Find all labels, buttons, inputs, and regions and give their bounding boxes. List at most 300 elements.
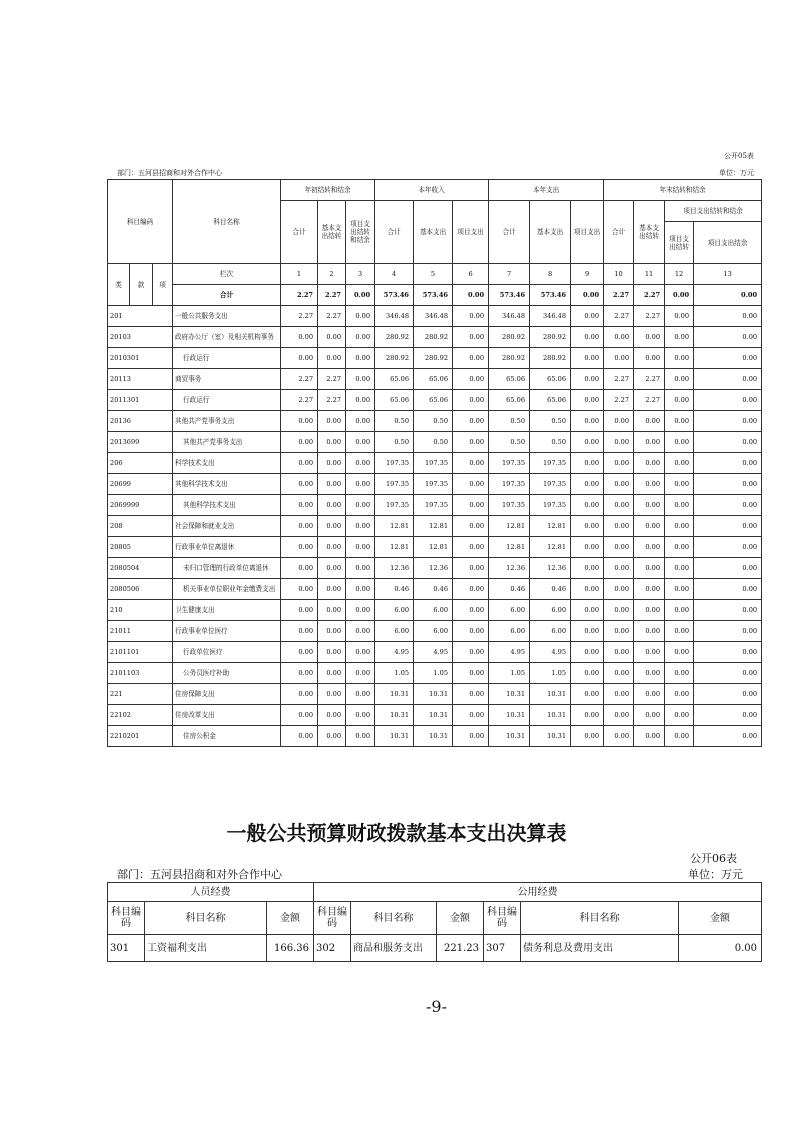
value-cell: 6.00 <box>375 600 414 621</box>
total-label: 合计 <box>173 285 281 306</box>
value-cell: 0.00 <box>694 306 762 327</box>
value-cell: 0.00 <box>453 705 489 726</box>
subject-name-cell: 公务员医疗补助 <box>173 663 281 684</box>
subject-name-cell: 未归口管理的行政单位离退休 <box>173 558 281 579</box>
subject-code-cell: 206 <box>108 453 173 474</box>
col-name-header: 科目名称 <box>145 902 267 935</box>
value-cell: 0.00 <box>318 705 346 726</box>
value-cell: 0.00 <box>571 663 604 684</box>
value-cell: 0.00 <box>604 516 634 537</box>
value-cell: 0.00 <box>281 600 318 621</box>
value-cell: 0.00 <box>634 474 665 495</box>
value-cell: 0.50 <box>414 411 453 432</box>
value-cell: 0.00 <box>665 579 694 600</box>
subject-code-cell: 221 <box>108 684 173 705</box>
value-cell: 2.27 <box>634 306 665 327</box>
subject-name-cell: 机关事业单位职业年金缴费支出 <box>173 579 281 600</box>
value-cell: 0.00 <box>571 306 604 327</box>
value-cell: 346.48 <box>375 306 414 327</box>
table-row <box>108 684 762 705</box>
table-row <box>108 432 762 453</box>
value-cell: 0.00 <box>318 327 346 348</box>
value-cell: 0.00 <box>571 348 604 369</box>
header-basic-carry: 基本支出结转 <box>634 201 665 264</box>
col-code-header: 科目编码 <box>314 902 351 935</box>
value-cell: 0.46 <box>375 579 414 600</box>
value-cell: 12.81 <box>530 516 571 537</box>
header-opening-balance: 年初结转和结余 <box>281 180 375 201</box>
header-project: 项目支出 <box>571 201 604 264</box>
value-cell: 6.00 <box>489 600 530 621</box>
value-cell: 0.00 <box>694 474 762 495</box>
value-cell: 0.00 <box>665 642 694 663</box>
subject-code-cell: 210 <box>108 600 173 621</box>
table-row <box>108 516 762 537</box>
value-cell: 0.00 <box>281 558 318 579</box>
value-cell: 0.00 <box>281 705 318 726</box>
value-cell: 65.06 <box>414 369 453 390</box>
value-cell: 0.00 <box>281 537 318 558</box>
value-cell: 0.00 <box>453 432 489 453</box>
value-cell: 0.00 <box>694 663 762 684</box>
value-cell: 0.00 <box>634 348 665 369</box>
subject-code-cell: 2101101 <box>108 642 173 663</box>
value-cell: 0.00 <box>694 495 762 516</box>
total-cell: 573.46 <box>414 285 453 306</box>
value-cell: 0.00 <box>665 516 694 537</box>
value-cell: 0.00 <box>571 432 604 453</box>
value-cell: 0.00 <box>634 600 665 621</box>
value-cell: 0.00 <box>318 495 346 516</box>
col-amount-header: 金额 <box>267 902 314 935</box>
value-cell: 0.00 <box>604 537 634 558</box>
value-cell: 10.31 <box>530 726 571 747</box>
value-cell: 6.00 <box>530 600 571 621</box>
value-cell: 12.36 <box>489 558 530 579</box>
value-cell: 0.00 <box>453 390 489 411</box>
value-cell: 197.35 <box>375 474 414 495</box>
value-cell: 0.00 <box>346 600 375 621</box>
amount-cell: 221.23 <box>437 935 484 962</box>
value-cell: 0.00 <box>694 579 762 600</box>
value-cell: 280.92 <box>489 348 530 369</box>
value-cell: 0.00 <box>281 516 318 537</box>
value-cell: 346.48 <box>530 306 571 327</box>
value-cell: 0.00 <box>281 579 318 600</box>
value-cell: 0.00 <box>453 537 489 558</box>
value-cell: 0.00 <box>453 369 489 390</box>
value-cell: 0.00 <box>318 600 346 621</box>
subject-name-cell: 行政单位医疗 <box>173 642 281 663</box>
table-row <box>108 306 762 327</box>
value-cell: 0.00 <box>571 327 604 348</box>
value-cell: 10.31 <box>414 726 453 747</box>
value-cell: 0.00 <box>604 432 634 453</box>
value-cell: 10.31 <box>414 684 453 705</box>
value-cell: 0.00 <box>346 327 375 348</box>
value-cell: 0.00 <box>634 642 665 663</box>
value-cell: 0.50 <box>489 411 530 432</box>
value-cell: 0.50 <box>530 432 571 453</box>
total-cell: 0.00 <box>665 285 694 306</box>
table05-unit: 单位：万元 <box>719 169 754 177</box>
value-cell: 1.05 <box>414 663 453 684</box>
value-cell: 0.00 <box>453 348 489 369</box>
subject-code-cell: 201 <box>108 306 173 327</box>
value-cell: 2.27 <box>634 369 665 390</box>
value-cell: 0.00 <box>665 474 694 495</box>
public-header: 公用经费 <box>314 883 762 902</box>
subject-name-cell: 科学技术支出 <box>173 453 281 474</box>
col-number: 13 <box>694 264 762 285</box>
value-cell: 0.00 <box>346 726 375 747</box>
value-cell: 0.00 <box>453 558 489 579</box>
value-cell: 0.00 <box>346 495 375 516</box>
header-basic: 基本支出 <box>530 201 571 264</box>
value-cell: 0.00 <box>281 327 318 348</box>
value-cell: 0.00 <box>571 600 604 621</box>
subject-code-cell: 20805 <box>108 537 173 558</box>
value-cell: 0.46 <box>530 579 571 600</box>
value-cell: 0.50 <box>375 432 414 453</box>
subject-code-cell: 2101103 <box>108 663 173 684</box>
value-cell: 2.27 <box>281 390 318 411</box>
value-cell: 0.00 <box>346 306 375 327</box>
table05-code: 公开05表 <box>724 152 754 160</box>
header-basic: 基本支出 <box>414 201 453 264</box>
table06-title: 一般公共预算财政拨款基本支出决算表 <box>226 821 567 845</box>
value-cell: 0.00 <box>604 705 634 726</box>
value-cell: 4.95 <box>530 642 571 663</box>
value-cell: 6.00 <box>530 621 571 642</box>
value-cell: 65.06 <box>489 369 530 390</box>
value-cell: 4.95 <box>414 642 453 663</box>
value-cell: 0.00 <box>453 600 489 621</box>
value-cell: 0.00 <box>346 621 375 642</box>
value-cell: 0.00 <box>318 579 346 600</box>
total-cell: 0.00 <box>346 285 375 306</box>
code-cell: 301 <box>108 935 145 962</box>
col-number: 12 <box>665 264 694 285</box>
value-cell: 197.35 <box>530 474 571 495</box>
value-cell: 0.00 <box>604 474 634 495</box>
value-cell: 280.92 <box>530 348 571 369</box>
value-cell: 0.00 <box>571 558 604 579</box>
value-cell: 0.00 <box>281 348 318 369</box>
total-cell: 2.27 <box>281 285 318 306</box>
value-cell: 0.00 <box>634 411 665 432</box>
value-cell: 0.00 <box>346 432 375 453</box>
subject-name-cell: 行政运行 <box>173 390 281 411</box>
value-cell: 1.05 <box>530 663 571 684</box>
code-cell: 302 <box>314 935 351 962</box>
value-cell: 0.00 <box>346 348 375 369</box>
value-cell: 10.31 <box>530 705 571 726</box>
col-number: 2 <box>318 264 346 285</box>
subject-name-cell: 住房改革支出 <box>173 705 281 726</box>
value-cell: 0.00 <box>634 663 665 684</box>
value-cell: 280.92 <box>530 327 571 348</box>
col-number: 3 <box>346 264 375 285</box>
value-cell: 0.50 <box>414 432 453 453</box>
value-cell: 10.31 <box>375 705 414 726</box>
value-cell: 0.00 <box>665 663 694 684</box>
value-cell: 0.00 <box>346 684 375 705</box>
table06 <box>107 882 762 962</box>
value-cell: 0.00 <box>453 621 489 642</box>
col-amount-header: 金额 <box>437 902 484 935</box>
value-cell: 10.31 <box>489 684 530 705</box>
value-cell: 0.00 <box>318 642 346 663</box>
col-number: 9 <box>571 264 604 285</box>
value-cell: 10.31 <box>375 684 414 705</box>
value-cell: 0.00 <box>694 369 762 390</box>
header-project-balance: 项目支出结余 <box>694 222 762 264</box>
total-cell: 0.00 <box>453 285 489 306</box>
value-cell: 0.00 <box>281 411 318 432</box>
col-number: 10 <box>604 264 634 285</box>
value-cell: 197.35 <box>530 453 571 474</box>
value-cell: 0.00 <box>665 537 694 558</box>
value-cell: 280.92 <box>489 327 530 348</box>
value-cell: 0.00 <box>634 327 665 348</box>
name-cell: 工资福利支出 <box>145 935 267 962</box>
value-cell: 0.00 <box>453 474 489 495</box>
value-cell: 0.00 <box>665 705 694 726</box>
header-project-carry-balance: 项目支出结转和结余 <box>665 201 762 222</box>
table06-code: 公开06表 <box>690 852 737 865</box>
value-cell: 0.00 <box>346 369 375 390</box>
header-total: 合计 <box>604 201 634 264</box>
subject-code-cell: 20136 <box>108 411 173 432</box>
subject-code-cell: 2010301 <box>108 348 173 369</box>
value-cell: 0.46 <box>414 579 453 600</box>
value-cell: 65.06 <box>530 369 571 390</box>
col-number: 6 <box>453 264 489 285</box>
value-cell: 12.81 <box>489 516 530 537</box>
value-cell: 65.06 <box>375 369 414 390</box>
header-expenditure: 本年支出 <box>489 180 604 201</box>
value-cell: 10.31 <box>489 726 530 747</box>
value-cell: 0.00 <box>318 348 346 369</box>
value-cell: 12.81 <box>375 537 414 558</box>
value-cell: 65.06 <box>530 390 571 411</box>
value-cell: 0.00 <box>665 327 694 348</box>
value-cell: 0.00 <box>665 495 694 516</box>
value-cell: 0.00 <box>346 516 375 537</box>
value-cell: 0.00 <box>281 726 318 747</box>
value-cell: 2.27 <box>634 390 665 411</box>
value-cell: 0.00 <box>318 537 346 558</box>
value-cell: 2.27 <box>604 306 634 327</box>
value-cell: 0.00 <box>604 726 634 747</box>
value-cell: 0.00 <box>604 621 634 642</box>
value-cell: 197.35 <box>414 495 453 516</box>
value-cell: 0.00 <box>634 579 665 600</box>
subject-name-cell: 其他共产党事务支出 <box>173 432 281 453</box>
value-cell: 0.00 <box>453 327 489 348</box>
value-cell: 2.27 <box>281 306 318 327</box>
name-cell: 债务利息及费用支出 <box>521 935 679 962</box>
value-cell: 0.00 <box>346 474 375 495</box>
total-cell: 0.00 <box>571 285 604 306</box>
value-cell: 0.00 <box>665 726 694 747</box>
value-cell: 0.00 <box>694 684 762 705</box>
value-cell: 0.00 <box>604 684 634 705</box>
col-number: 7 <box>489 264 530 285</box>
value-cell: 0.46 <box>489 579 530 600</box>
col-number: 1 <box>281 264 318 285</box>
value-cell: 0.00 <box>318 474 346 495</box>
value-cell: 0.00 <box>571 726 604 747</box>
value-cell: 197.35 <box>375 495 414 516</box>
col-number: 5 <box>414 264 453 285</box>
value-cell: 0.00 <box>571 642 604 663</box>
value-cell: 2.27 <box>318 390 346 411</box>
total-cell: 0.00 <box>694 285 762 306</box>
value-cell: 0.00 <box>281 474 318 495</box>
col-amount-header: 金额 <box>679 902 762 935</box>
value-cell: 12.81 <box>414 516 453 537</box>
subject-name-cell: 住房公积金 <box>173 726 281 747</box>
header-subject-code: 科目编码 <box>108 180 173 264</box>
header-lei: 类 <box>108 264 130 306</box>
col-number: 11 <box>634 264 665 285</box>
value-cell: 0.00 <box>694 558 762 579</box>
value-cell: 197.35 <box>414 453 453 474</box>
table-row <box>108 579 762 600</box>
value-cell: 0.00 <box>453 453 489 474</box>
value-cell: 197.35 <box>375 453 414 474</box>
value-cell: 280.92 <box>414 327 453 348</box>
value-cell: 0.00 <box>571 411 604 432</box>
personnel-header: 人员经费 <box>108 883 314 902</box>
total-cell: 573.46 <box>489 285 530 306</box>
value-cell: 10.31 <box>414 705 453 726</box>
name-cell: 商品和服务支出 <box>351 935 437 962</box>
value-cell: 0.00 <box>346 537 375 558</box>
value-cell: 6.00 <box>489 621 530 642</box>
value-cell: 0.00 <box>604 579 634 600</box>
table-row <box>108 474 762 495</box>
subject-code-cell: 2080506 <box>108 579 173 600</box>
value-cell: 6.00 <box>414 621 453 642</box>
value-cell: 0.00 <box>665 411 694 432</box>
table-row <box>108 621 762 642</box>
code-cell: 307 <box>484 935 521 962</box>
value-cell: 0.00 <box>453 516 489 537</box>
value-cell: 0.00 <box>318 621 346 642</box>
value-cell: 0.00 <box>346 642 375 663</box>
table-row <box>108 705 762 726</box>
subject-code-cell: 208 <box>108 516 173 537</box>
table06-row <box>108 935 762 962</box>
value-cell: 0.00 <box>634 495 665 516</box>
value-cell: 197.35 <box>489 474 530 495</box>
value-cell: 4.95 <box>375 642 414 663</box>
value-cell: 0.00 <box>571 495 604 516</box>
subject-name-cell: 社会保障和就业支出 <box>173 516 281 537</box>
value-cell: 12.81 <box>530 537 571 558</box>
value-cell: 0.00 <box>281 642 318 663</box>
value-cell: 0.00 <box>604 495 634 516</box>
header-project-carry: 项目支出结转 <box>665 222 694 264</box>
value-cell: 0.00 <box>453 495 489 516</box>
value-cell: 0.00 <box>571 453 604 474</box>
value-cell: 0.00 <box>453 684 489 705</box>
value-cell: 0.00 <box>571 705 604 726</box>
table-row <box>108 663 762 684</box>
value-cell: 0.00 <box>665 390 694 411</box>
value-cell: 0.00 <box>318 453 346 474</box>
header-total: 合计 <box>489 201 530 264</box>
value-cell: 0.00 <box>346 579 375 600</box>
subject-name-cell: 其他科学技术支出 <box>173 495 281 516</box>
value-cell: 2.27 <box>318 306 346 327</box>
value-cell: 65.06 <box>414 390 453 411</box>
value-cell: 0.00 <box>604 642 634 663</box>
value-cell: 0.00 <box>453 306 489 327</box>
value-cell: 0.00 <box>604 348 634 369</box>
table-row <box>108 369 762 390</box>
value-cell: 0.00 <box>571 579 604 600</box>
value-cell: 0.00 <box>453 663 489 684</box>
table-row <box>108 453 762 474</box>
table05 <box>107 179 762 747</box>
value-cell: 0.00 <box>281 453 318 474</box>
subject-code-cell: 2011301 <box>108 390 173 411</box>
value-cell: 280.92 <box>375 348 414 369</box>
value-cell: 0.00 <box>318 663 346 684</box>
value-cell: 197.35 <box>414 474 453 495</box>
value-cell: 0.00 <box>694 327 762 348</box>
value-cell: 0.00 <box>634 726 665 747</box>
value-cell: 0.00 <box>281 432 318 453</box>
value-cell: 12.36 <box>375 558 414 579</box>
total-cell: 573.46 <box>375 285 414 306</box>
subject-name-cell: 卫生健康支出 <box>173 600 281 621</box>
table-row <box>108 537 762 558</box>
value-cell: 0.00 <box>571 537 604 558</box>
value-cell: 197.35 <box>489 495 530 516</box>
subject-name-cell: 行政运行 <box>173 348 281 369</box>
value-cell: 197.35 <box>530 495 571 516</box>
amount-cell: 166.36 <box>267 935 314 962</box>
col-name-header: 科目名称 <box>351 902 437 935</box>
value-cell: 0.00 <box>694 516 762 537</box>
value-cell: 0.00 <box>453 726 489 747</box>
table06-unit: 单位：万元 <box>688 868 743 881</box>
table-row <box>108 495 762 516</box>
header-total: 合计 <box>375 201 414 264</box>
header-income: 本年收入 <box>375 180 489 201</box>
table-row <box>108 327 762 348</box>
total-row <box>108 285 762 306</box>
subject-code-cell: 20699 <box>108 474 173 495</box>
value-cell: 0.00 <box>571 390 604 411</box>
amount-cell: 0.00 <box>679 935 762 962</box>
page-number: -9- <box>426 997 447 1016</box>
value-cell: 1.05 <box>375 663 414 684</box>
value-cell: 0.00 <box>694 411 762 432</box>
table-row <box>108 558 762 579</box>
col-number: 8 <box>530 264 571 285</box>
col-name-header: 科目名称 <box>521 902 679 935</box>
value-cell: 65.06 <box>375 390 414 411</box>
value-cell: 197.35 <box>489 453 530 474</box>
value-cell: 0.00 <box>318 684 346 705</box>
total-cell: 573.46 <box>530 285 571 306</box>
